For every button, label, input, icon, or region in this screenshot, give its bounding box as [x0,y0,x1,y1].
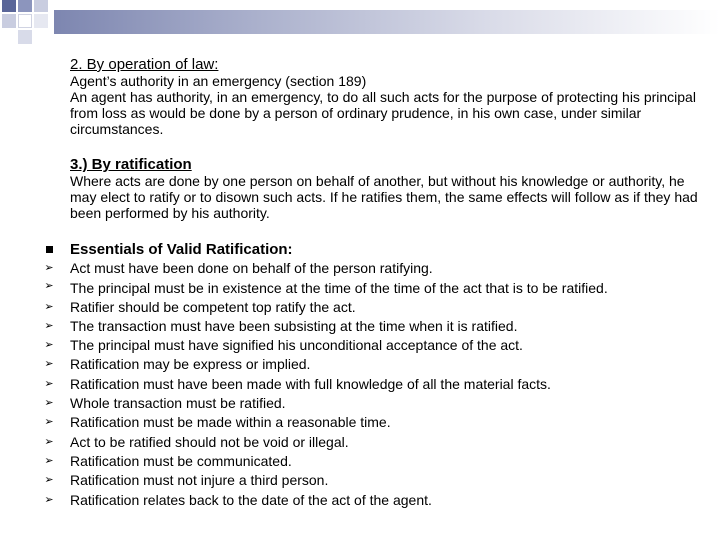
list-item [0,471,720,490]
section-paragraph: Where acts are done by one person on behalf of another, but without his knowledge or authority, he may elect to ratify or to disown such acts. If he ratifies them, the same effects will follow as if they had been performed by his authority. [70,173,698,221]
list-item-text: Ratification must be communicated. [70,452,292,469]
arrow-bullet-icon [42,259,56,278]
list-item-text: The principal must have signified his unconditional acceptance of the act. [70,337,523,354]
decorative-square [18,30,32,44]
list-title: Essentials of Valid Ratification: [70,241,293,258]
list-item-text: The principal must be in existence at the time of the time of the act that is to be ratified. [70,279,608,296]
list-item [0,279,720,298]
list-item [0,433,720,452]
section-subheading: Agent’s authority in an emergency (section 189) [70,73,367,89]
list-item [0,452,720,471]
decorative-square [18,14,32,28]
list-item [0,317,720,336]
arrow-bullet-icon [42,336,56,355]
decorative-square [34,14,48,28]
list-item-text: Act must have been done on behalf of the person ratifying. [70,260,433,277]
section-heading: 3.) By ratification [70,156,192,173]
list-item [0,375,720,394]
list-item [0,336,720,355]
decorative-square [2,0,16,12]
list-item [0,298,720,317]
decorative-square [2,14,16,28]
section-operation-of-law [70,56,710,137]
list-item [0,355,720,374]
square-bullet-icon [42,240,56,260]
list-item-text: Ratification must have been made with full knowledge of all the material facts. [70,375,551,392]
arrow-bullet-icon [42,413,56,432]
arrow-bullet-icon [42,355,56,374]
list-title-item [0,240,720,259]
list-item-text: Ratification may be express or implied. [70,356,311,373]
list-item [0,259,720,278]
arrow-bullet-icon [42,452,56,471]
section-ratification [70,156,710,221]
decorative-square [34,0,48,12]
arrow-bullet-icon [42,279,56,294]
decorative-header-band [0,0,720,50]
section-paragraph: An agent has authority, in an emergency, to do all such acts for the purpose of protecting his principal from loss as would be done by a person of ordinary prudence, in his own case, under similar circumstances. [70,89,696,137]
arrow-bullet-icon [42,471,56,490]
list-item-text: Ratification must not injure a third person. [70,472,329,489]
arrow-bullet-icon [42,491,56,510]
list-item-text: Whole transaction must be ratified. [70,395,286,412]
list-item-text: The transaction must have been subsisting at the time when it is ratified. [70,317,518,334]
list-item-text: Ratification relates back to the date of the act of the agent. [70,491,432,508]
list-item [0,413,720,432]
list-item-text: Act to be ratified should not be void or illegal. [70,433,349,450]
arrow-bullet-icon [42,317,56,336]
arrow-bullet-icon [42,433,56,452]
header-gradient-bar [54,10,720,34]
section-heading: 2. By operation of law: [70,56,219,73]
list-item-text: Ratification must be made within a reasonable time. [70,414,391,431]
list-item [0,491,720,510]
list-item-text: Ratifier should be competent top ratify the act. [70,298,356,315]
decorative-square [18,0,32,12]
list-item [0,394,720,413]
essentials-list [0,240,720,510]
arrow-bullet-icon [42,394,56,413]
arrow-bullet-icon [42,375,56,394]
arrow-bullet-icon [42,298,56,317]
